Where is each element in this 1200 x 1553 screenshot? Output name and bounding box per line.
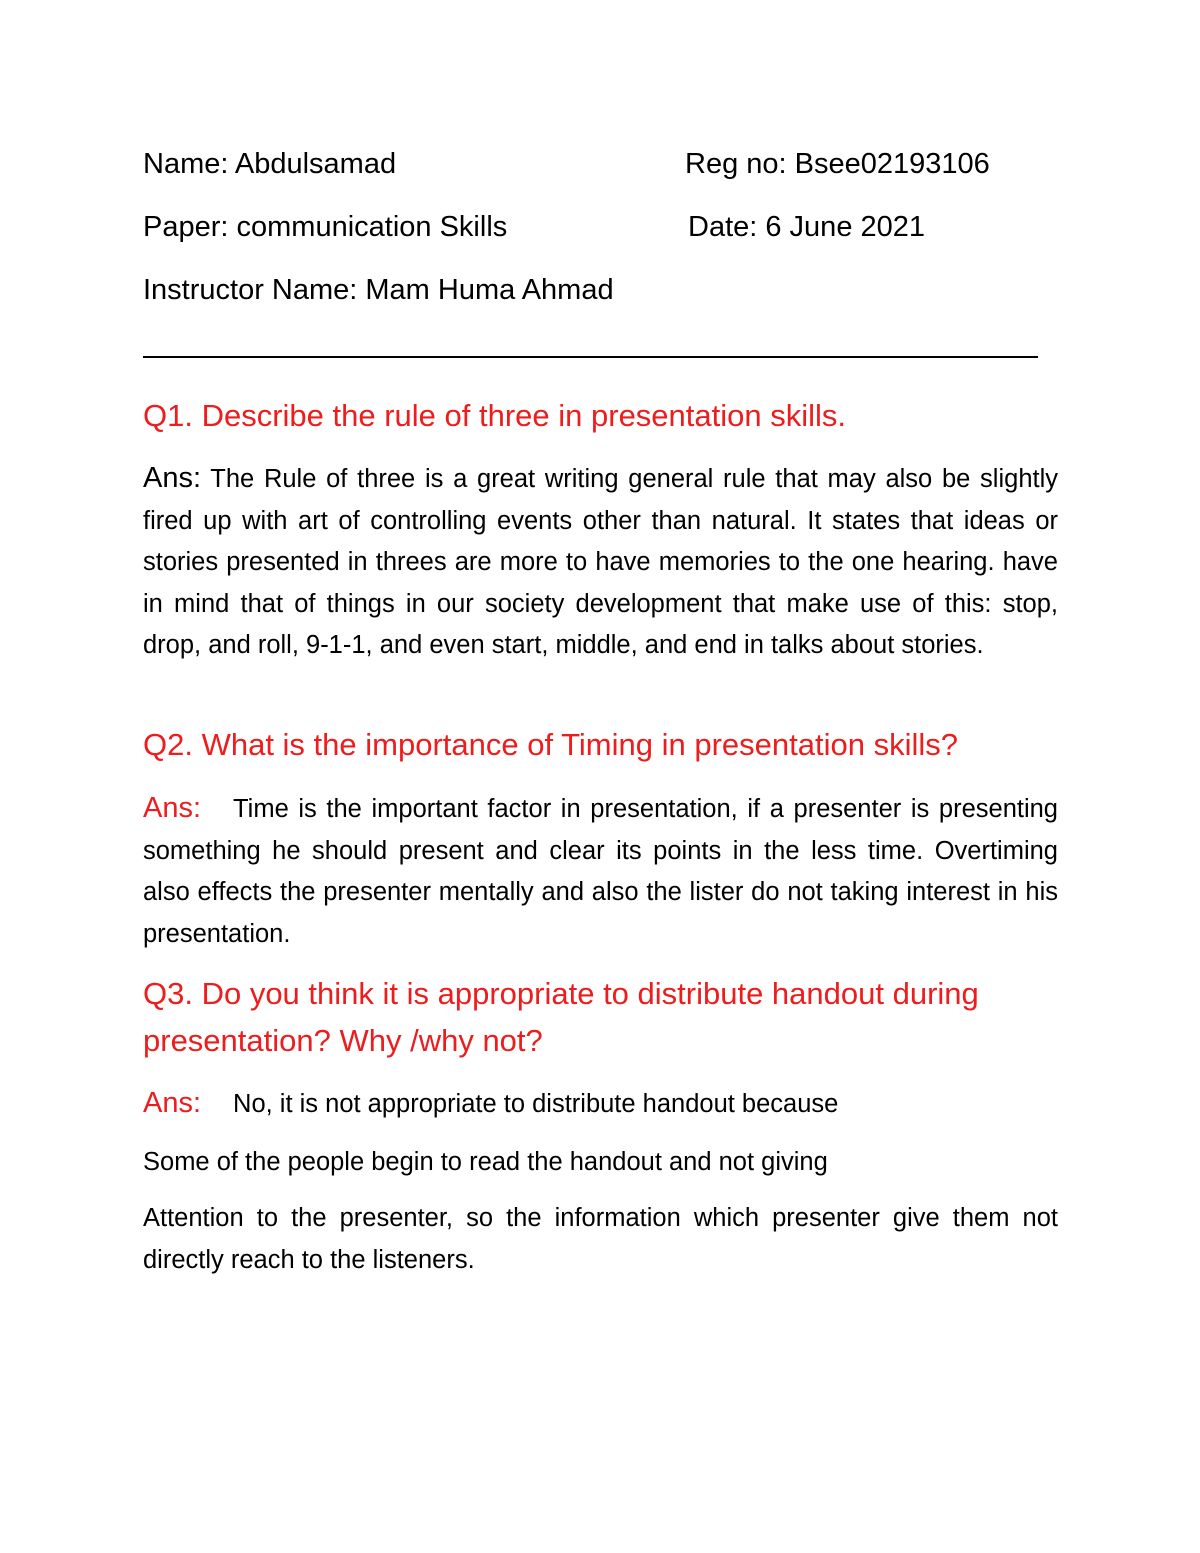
- exam-date: Date: 6 June 2021: [688, 211, 926, 243]
- answer-3-line-2: Some of the people begin to read the handout and not giving: [143, 1148, 828, 1176]
- question-2: Q2. What is the importance of Timing in presentation skills?: [143, 727, 958, 762]
- answer-1-label: Ans:: [143, 462, 202, 494]
- answer-3-label: Ans:: [143, 1087, 202, 1119]
- instructor-name: Instructor Name: Mam Huma Ahmad: [143, 274, 614, 306]
- question-1: Q1. Describe the rule of three in presentation skills.: [143, 398, 847, 433]
- answer-3-line-3: Attention to the presenter, so the information which presenter give them not directly reach to the listeners.: [143, 1204, 1058, 1274]
- paper-title: Paper: communication Skills: [143, 211, 508, 243]
- answer-3-text-1: No, it is not appropriate to distribute handout because: [233, 1090, 839, 1118]
- answer-3-line-1: [143, 1083, 1058, 1126]
- answer-2-label: Ans:: [143, 792, 202, 824]
- student-name: Name: Abdulsamad: [143, 148, 397, 180]
- question-3: Q3. Do you think it is appropriate to distribute handout during presentation? Why /why not?: [143, 976, 979, 1058]
- registration-number: Reg no: Bsee02193106: [685, 148, 990, 180]
- answer-1-text: The Rule of three is a great writing general rule that may also be slightly fired up with art of controlling events other than natural. It states that ideas or stories presented in threes are more to have memories to the one hearing. have in mind that of things in our society development that make use of this: stop, drop, and roll, 9-1-1, and even start, middle, and end in talks about stories.: [143, 465, 1058, 659]
- answer-2-text: Time is the important factor in presentation, if a presenter is presenting something he should present and clear its points in the less time. Overtiming also effects the presenter mentally and also the lister do not taking interest in his presentation.: [143, 795, 1058, 948]
- answer-2: [143, 788, 1058, 955]
- header-divider: [143, 356, 1038, 358]
- answer-1: [143, 458, 1058, 667]
